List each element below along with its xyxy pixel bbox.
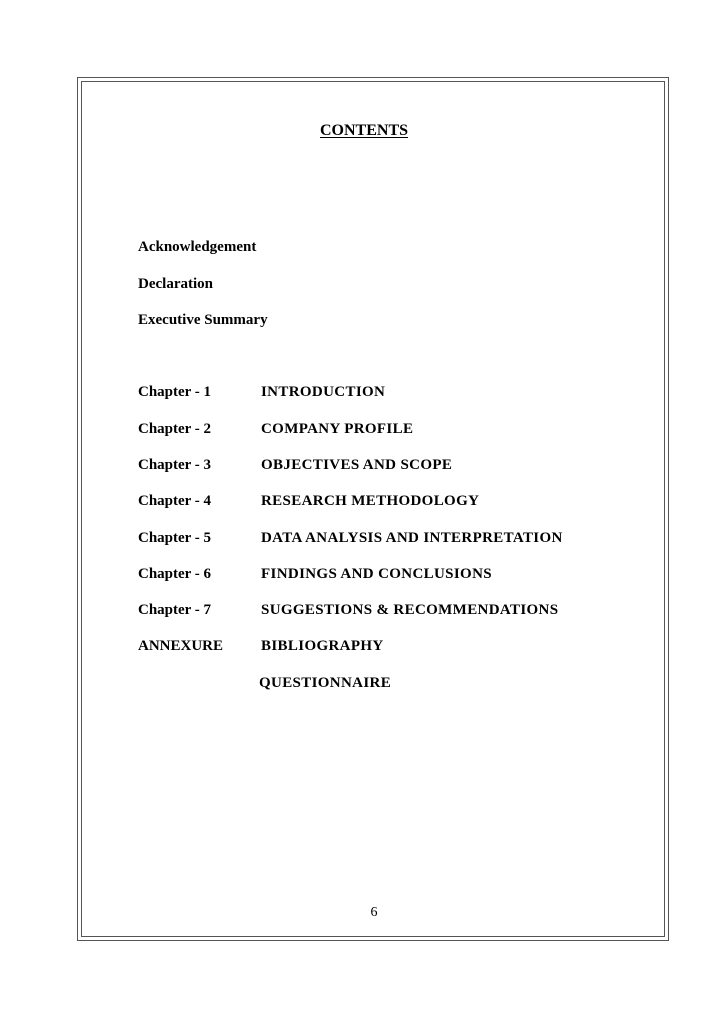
toc-annexure-questionnaire: QUESTIONNAIRE (259, 675, 392, 691)
toc-chapter-label: ANNEXURE (138, 638, 224, 654)
toc-chapter-title: FINDINGS AND CONCLUSIONS (261, 566, 492, 582)
toc-chapter-label: Chapter - 7 (138, 602, 212, 618)
toc-row-chapter-7 (138, 601, 558, 619)
contents-heading (0, 121, 728, 141)
toc-row-chapter-6 (138, 565, 492, 583)
page-number: 6 (370, 905, 378, 920)
toc-chapter-label: Chapter - 5 (138, 530, 212, 546)
toc-chapter-label: Chapter - 2 (138, 421, 212, 437)
front-matter-executive-summary: Executive Summary (138, 312, 268, 328)
toc-chapter-title: DATA ANALYSIS AND INTERPRETATION (261, 530, 563, 546)
toc-chapter-title: SUGGESTIONS & RECOMMENDATIONS (261, 602, 559, 618)
toc-row-chapter-1 (138, 383, 385, 401)
toc-row-chapter-2 (138, 420, 413, 438)
toc-chapter-label: Chapter - 4 (138, 493, 212, 509)
toc-chapter-title: OBJECTIVES AND SCOPE (261, 457, 453, 473)
toc-chapter-title: COMPANY PROFILE (261, 421, 414, 437)
toc-chapter-label: Chapter - 6 (138, 566, 212, 582)
toc-row-chapter-3 (138, 456, 452, 474)
toc-row-annexure (138, 637, 384, 655)
toc-row-chapter-4 (138, 492, 479, 510)
toc-chapter-label: Chapter - 3 (138, 457, 212, 473)
toc-chapter-label: Chapter - 1 (138, 384, 212, 400)
front-matter-acknowledgement: Acknowledgement (138, 239, 257, 255)
toc-chapter-title: INTRODUCTION (261, 384, 386, 400)
front-matter-declaration: Declaration (138, 276, 213, 292)
toc-chapter-title: RESEARCH METHODOLOGY (261, 493, 480, 509)
toc-chapter-title: BIBLIOGRAPHY (261, 638, 384, 654)
toc-row-chapter-5 (138, 529, 563, 547)
contents-heading-text: CONTENTS (319, 122, 409, 139)
